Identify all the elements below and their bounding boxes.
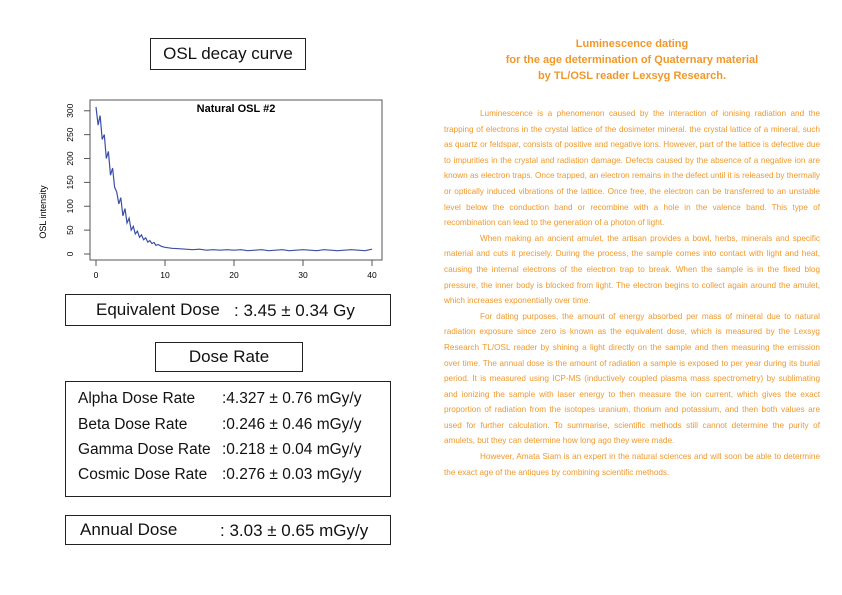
y-tick-label: 150 [65,175,75,190]
article-paragraph: However, Amata Siam is an expert in the natural sciences and will soon be able to determine the exact age of the antiques by combining scientific methods. [444,452,820,477]
y-tick-label: 50 [65,225,75,235]
article-title-line: by TL/OSL reader Lexsyg Research. [537,70,727,82]
chart-title: Natural OSL #2 [196,103,276,115]
x-ticks [94,260,377,280]
equivalent-dose-box [65,294,391,326]
y-tick-label: 100 [65,199,75,214]
article-paragraph: Luminescence is a phenomenon caused by the interaction of ionising radiation and the trapping of electrons in the crystal lattice of the dosimeter mineral. the crystal lattice of a mineral, such as quartz or feldspar, consists of positive and negative ions. However, part of the lattice is defective due to impurities in the crystal and radiation damage. Defects caused by the absence of a negative ion are known as electron traps. Once trapped, an electron remains in the defect until it is released by thermally or optically induced vibrations of the lattice. Once free, the electron can be transferred to an unstable level below the conduction band or recombine with a hole in the valence band. This type of recombination can lead to the generation of a photon of light. [444,109,820,228]
y-ticks [65,103,90,256]
rate-value: :0.276 ± 0.03 mGy/y [222,466,362,483]
rate-label: Alpha Dose Rate [78,390,196,407]
x-tick-label: 30 [298,270,308,280]
equivalent-dose-label: Equivalent Dose [96,300,220,319]
rate-value: :4.327 ± 0.76 mGy/y [222,390,362,407]
y-tick-label: 250 [65,127,75,142]
annual-dose-label: Annual Dose [80,520,178,539]
article-title [444,36,820,84]
x-tick-label: 10 [160,270,170,280]
x-tick-label: 40 [367,270,377,280]
article [444,36,820,480]
article-title-line: Luminescence dating [575,38,689,50]
dose-rate-title: Dose Rate [188,347,270,366]
article-paragraph: When making an ancient amulet, the artisan provides a bowl, herbs, minerals and specific material and cuts it precisely. During the process, the sample comes into contact with light and heat, causing the internal electrons of the electron trap to break. When the sample is in the fixed blog pressure, the inner body is blocked from light. The electron begins to collect again around the amulet, which increases exponentially over time. [444,233,820,306]
rate-label: Cosmic Dose Rate [78,466,208,483]
annual-dose-value: : 3.03 ± 0.65 mGy/y [220,521,369,540]
article-paragraph: For dating purposes, the amount of energy absorbed per mass of mineral due to natural radiation exposure since zero is known as the equivalent dose, which is measured by the Lexsyg Research TL/OSL reader by shining a light directly on the sample and then measuring the emission over time. The annual dose is the amount of radiation a sample is exposed to per year during its burial period. It is measured using ICP-MS (inductively coupled plasma mass spectrometry) by sublimating and ionizing the sample with laser energy to then measure the ion current, which gives the exact proportion of radiation from the isotopes uranium, thorium and potassium, and then both values are used for further calculation. To summarise, scientific methods still cannot determine the purity of amulets, but they can determine how long ago they were made. [444,311,820,446]
equivalent-dose-value: : 3.45 ± 0.34 Gy [234,301,355,320]
dose-rates-box [65,381,391,497]
annual-dose-box [65,515,391,545]
y-tick-label: 200 [65,151,75,166]
rate-value: :0.218 ± 0.04 mGy/y [222,441,362,458]
rate-label: Gamma Dose Rate [78,441,211,458]
y-axis-label: OSL intensity [38,185,48,239]
y-tick-label: 300 [65,103,75,118]
y-tick-label: 0 [65,251,75,257]
dose-rate-title-box [155,342,303,372]
rate-label: Beta Dose Rate [78,416,188,433]
plot-frame [90,100,382,260]
osl-title: OSL decay curve [163,44,293,63]
x-tick-label: 20 [229,270,239,280]
osl-chart [28,96,388,290]
article-title-line: for the age determination of Quaternary material [505,54,759,66]
x-tick-label: 0 [93,270,99,280]
rate-value: :0.246 ± 0.46 mGy/y [222,416,362,433]
osl-title-box [150,38,306,70]
